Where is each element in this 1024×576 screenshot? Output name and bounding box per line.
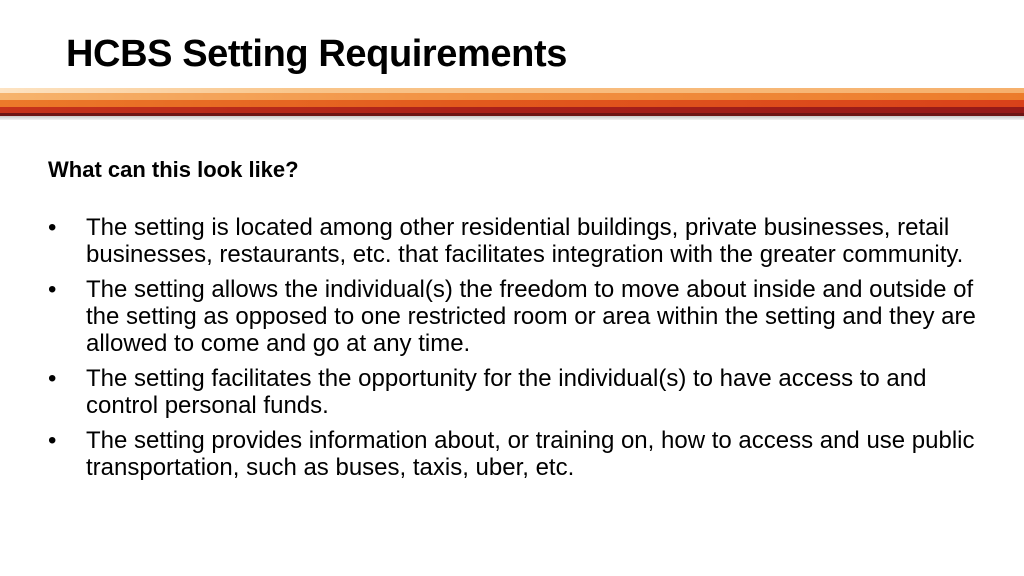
band-stripe-red-orange bbox=[0, 100, 1024, 107]
bullet-dot-icon: • bbox=[48, 427, 57, 454]
bullet-dot-icon: • bbox=[48, 276, 57, 303]
bullet-list bbox=[48, 214, 988, 481]
bullet-item bbox=[48, 214, 988, 268]
bullet-dot-icon: • bbox=[48, 365, 57, 392]
bullet-text: The setting allows the individual(s) the freedom to move about inside and outside of the setting as opposed to one restricted room or area within the setting and they are allowed to come and go at any time. bbox=[86, 276, 976, 357]
bullet-item bbox=[48, 276, 988, 357]
slide-content bbox=[48, 156, 988, 489]
content-subheading: What can this look like? bbox=[48, 157, 299, 182]
bullet-item bbox=[48, 427, 988, 481]
bullet-item bbox=[48, 365, 988, 419]
bullet-text: The setting is located among other residential buildings, private businesses, retail businesses, restaurants, etc. that facilitates integration with the greater community. bbox=[86, 214, 964, 268]
title-underline-band bbox=[0, 88, 1024, 120]
bullet-dot-icon: • bbox=[48, 214, 57, 241]
slide-title: HCBS Setting Requirements bbox=[66, 33, 567, 75]
band-shadow bbox=[0, 116, 1024, 120]
band-stripe-orange bbox=[0, 93, 1024, 100]
bullet-text: The setting facilitates the opportunity for the individual(s) to have access to and control personal funds. bbox=[86, 365, 927, 419]
bullet-text: The setting provides information about, or training on, how to access and use public transportation, such as buses, taxis, uber, etc. bbox=[86, 427, 975, 481]
